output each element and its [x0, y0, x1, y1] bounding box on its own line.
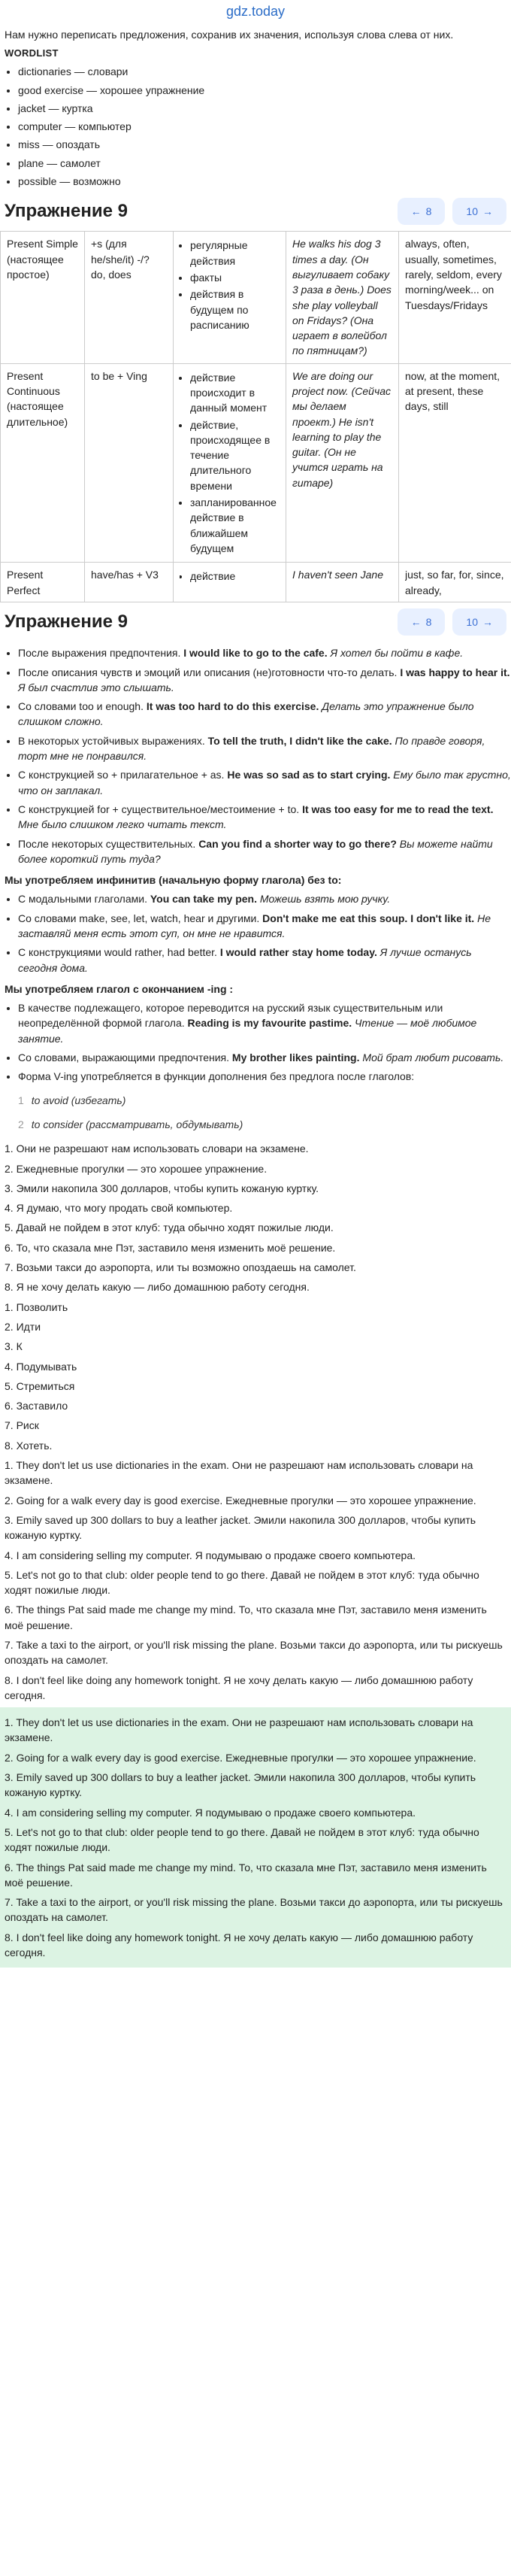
exercise-title: Упражнение 9	[5, 200, 128, 221]
sentence: 5. Давай не пойдем в этот клуб: туда обычно ходят пожилые люди.	[5, 1221, 334, 1234]
rule-item: • С конструкцией so + прилагательное + as. He was so sad as to start crying. Ему было так грустно, что он заплакал.	[18, 767, 511, 798]
arrow-right-icon: →	[482, 616, 493, 629]
sentence: 8. Я не хочу делать какую — либо домашнюю работу сегодня.	[5, 1281, 310, 1294]
tense-uses: • действие	[174, 563, 286, 602]
wordlist-item: • good exercise — хорошее упражнение	[18, 83, 511, 98]
answer: 3. Emily saved up 300 dollars to buy a leather jacket. Эмили накопила 300 долларов, чтобы купить кожаную куртку.	[5, 1771, 476, 1799]
grammar-table	[0, 231, 511, 602]
tense-form: have/has + V3	[85, 563, 174, 602]
answer: 7. Take a taxi to the airport, or you'll risk missing the plane. Возьми такси до аэропорта, или ты рискуешь опоздать на самолет.	[5, 1896, 503, 1924]
word-item: 6. Заставило	[5, 1400, 68, 1412]
sentence: 3. Эмили накопила 300 долларов, чтобы купить кожаную куртку.	[5, 1182, 319, 1194]
exercise-nav	[398, 198, 506, 225]
answer: 7. Take a taxi to the airport, or you'll risk missing the plane. Возьми такси до аэропорта, или ты рискуешь опоздать на самолет.	[5, 1638, 503, 1667]
prev-exercise-button[interactable]: ← 8	[398, 198, 446, 225]
tense-markers: now, at the moment, at present, these days, still	[399, 363, 511, 563]
wordlist-item: • dictionaries — словари	[18, 64, 511, 79]
bare-infinitive-title: Мы употребляем инфинитив (начальную форму глагола) без to:	[5, 874, 342, 887]
tense-example: I haven't seen Jane	[286, 563, 399, 602]
table-row	[1, 363, 511, 563]
arrow-left-icon: ←	[410, 205, 422, 218]
next-exercise-button[interactable]: 10 →	[452, 608, 506, 636]
rule-item: • С модальными глаголами. You can take my pen. Можешь взять мою ручку.	[18, 891, 511, 906]
tense-example: We are doing our project now. (Сейчас мы делаем проект.) He isn't learning to play the guitar. (Он не учится играть на гитаре)	[286, 363, 399, 563]
answer: 2. Going for a walk every day is good exercise. Ежедневные прогулки — это хорошее упражнение.	[5, 1494, 476, 1506]
rule-item: • Со словами too и enough. It was too hard to do this exercise. Делать это упражнение было слишком сложно.	[18, 699, 511, 730]
sentence: 1. Они не разрешают нам использовать словари на экзамене.	[5, 1142, 309, 1155]
arrow-left-icon: ←	[410, 616, 422, 629]
ing-title: Мы употребляем глагол с окончанием -ing :	[5, 982, 234, 995]
rule-item: • После описания чувств и эмоций или описания (не)готовности что-то делать. I was happy to hear it. Я был счастлив это слышать.	[18, 665, 511, 696]
sentence: 7. Возьми такси до аэропорта, или ты возможно опоздаешь на самолет.	[5, 1261, 356, 1274]
word-item: 2. Идти	[5, 1320, 41, 1333]
rule-item: • Со словами, выражающими предпочтения. My brother likes painting. Мой брат любит рисовать.	[18, 1050, 511, 1065]
tense-name: Present Perfect	[1, 563, 85, 602]
rule-item: • Форма V-ing употребляется в функции дополнения без предлога после глаголов:	[18, 1069, 511, 1084]
answer: 3. Emily saved up 300 dollars to buy a leather jacket. Эмили накопила 300 долларов, чтобы купить кожаную куртку.	[5, 1513, 476, 1542]
bare-infinitive-rules	[0, 891, 511, 975]
word-item: 3. К	[5, 1340, 23, 1353]
word-item: 8. Хотеть.	[5, 1439, 53, 1452]
table-row	[1, 232, 511, 363]
ing-rules	[0, 1000, 511, 1084]
answer: 5. Let's not go to that club: older people tend to go there. Давай не пойдем в этот клуб: туда обычно ходят пожилые люди.	[5, 1825, 479, 1854]
wordlist-item: • miss — опоздать	[18, 137, 511, 152]
tense-uses: • регулярные действия • факты • действия в будущем по расписанию	[174, 232, 286, 363]
answer: 4. I am considering selling my computer. Я подумываю о продаже своего компьютера.	[5, 1549, 416, 1561]
wordlist-title: WORDLIST	[5, 47, 59, 59]
russian-sentences	[0, 1141, 511, 1294]
next-exercise-button[interactable]: 10 →	[452, 198, 506, 225]
rule-item: • С конструкцией for + существительное/местоимение + to. It was too easy for me to read the text. Мне было слишком легко читать текст.	[18, 802, 511, 833]
tense-uses: • действие происходит в данный момент • действие, происходящее в течение длительного времени • запланированное действие в ближайшем будущем	[174, 363, 286, 563]
exercise-title: Упражнение 9	[5, 611, 128, 632]
word-list-numbered	[0, 1300, 511, 1453]
infinitive-rules	[0, 645, 511, 866]
rule-item: • После выражения предпочтения. I would like to go to the cafe. Я хотел бы пойти в кафе.	[18, 645, 511, 660]
answer: 8. I don't feel like doing any homework tonight. Я не хочу делать какую — либо домашнюю работу сегодня.	[5, 1673, 473, 1701]
numbered-item: 1 to avoid (избегать)	[18, 1094, 126, 1106]
site-logo[interactable]: gdz.today	[225, 4, 286, 19]
tense-markers: always, often, usually, sometimes, rarely, seldom, every morning/week... on Tuesdays/Fridays	[399, 232, 511, 363]
answer: 5. Let's not go to that club: older people tend to go there. Давай не пойдем в этот клуб: туда обычно ходят пожилые люди.	[5, 1568, 479, 1597]
tense-example: He walks his dog 3 times a day. (Он выгуливает собаку 3 раза в день.) Does she play volleyball on Fridays? (Она играет в волейбол по пятницам?)	[286, 232, 399, 363]
word-item: 5. Стремиться	[5, 1379, 75, 1392]
answer: 1. They don't let us use dictionaries in the exam. Они не разрешают нам использовать словари на экзамене.	[5, 1459, 473, 1487]
answers-highlighted	[0, 1707, 511, 1968]
answer: 2. Going for a walk every day is good exercise. Ежедневные прогулки — это хорошее упражнение.	[5, 1751, 476, 1764]
answer: 1. They don't let us use dictionaries in the exam. Они не разрешают нам использовать словари на экзамене.	[5, 1716, 473, 1744]
numbered-item: 2 to consider (рассматривать, обдумывать)	[18, 1118, 243, 1130]
sentence: 4. Я думаю, что могу продать свой компьютер.	[5, 1202, 233, 1215]
sentence: 2. Ежедневные прогулки — это хорошее упражнение.	[5, 1162, 268, 1175]
tense-markers: just, so far, for, since, already,	[399, 563, 511, 602]
exercise-header-sticky	[0, 602, 511, 642]
table-row	[1, 563, 511, 602]
word-item: 1. Позволить	[5, 1300, 68, 1313]
answer: 8. I don't feel like doing any homework tonight. Я не хочу делать какую — либо домашнюю работу сегодня.	[5, 1931, 473, 1959]
tense-name: Present Continuous (настоящее длительное)	[1, 363, 85, 563]
wordlist-item: • possible — возможно	[18, 174, 511, 189]
wordlist-item: • jacket — куртка	[18, 101, 511, 116]
sentence: 6. То, что сказала мне Пэт, заставило меня изменить моё решение.	[5, 1241, 336, 1254]
tense-form: +s (для he/she/it) -/? do, does	[85, 232, 174, 363]
rule-item: • После некоторых существительных. Can you find a shorter way to go there? Вы можете найти более короткий путь туда?	[18, 836, 511, 867]
rule-item: • В некоторых устойчивых выражениях. To tell the truth, I didn't like the cake. По правде говоря, торт мне не понравился.	[18, 733, 511, 764]
intro-text: Нам нужно переписать предложения, сохранив их значения, используя слова слева от них.	[5, 29, 454, 41]
wordlist-item: • computer — компьютер	[18, 119, 511, 134]
wordlist	[0, 64, 511, 189]
exercise-nav	[398, 608, 506, 636]
answers	[0, 1458, 511, 1703]
wordlist-item: • plane — самолет	[18, 156, 511, 171]
rule-item: • В качестве подлежащего, которое переводится на русский язык существительным или неопределённой формой глагола. Reading is my favourite pastime. Чтение — моё любимое занятие.	[18, 1000, 511, 1046]
tense-form: to be + Ving	[85, 363, 174, 563]
answer: 6. The things Pat said made me change my mind. То, что сказала мне Пэт, заставило меня изменить моё решение.	[5, 1861, 487, 1889]
rule-item: • С конструкциями would rather, had better. I would rather stay home today. Я лучше останусь сегодня дома.	[18, 945, 511, 975]
rule-item: • Со словами make, see, let, watch, hear и другими. Don't make me eat this soup. I don't like it. Не заставляй меня есть этот суп, он мне не нравится.	[18, 911, 511, 942]
prev-exercise-button[interactable]: ← 8	[398, 608, 446, 636]
arrow-right-icon: →	[482, 205, 493, 218]
word-item: 7. Риск	[5, 1419, 39, 1432]
word-item: 4. Подумывать	[5, 1360, 77, 1373]
exercise-header	[0, 192, 511, 231]
answer: 6. The things Pat said made me change my mind. То, что сказала мне Пэт, заставило меня изменить моё решение.	[5, 1604, 487, 1631]
tense-name: Present Simple (настоящее простое)	[1, 232, 85, 363]
answer: 4. I am considering selling my computer. Я подумываю о продаже своего компьютера.	[5, 1806, 416, 1819]
